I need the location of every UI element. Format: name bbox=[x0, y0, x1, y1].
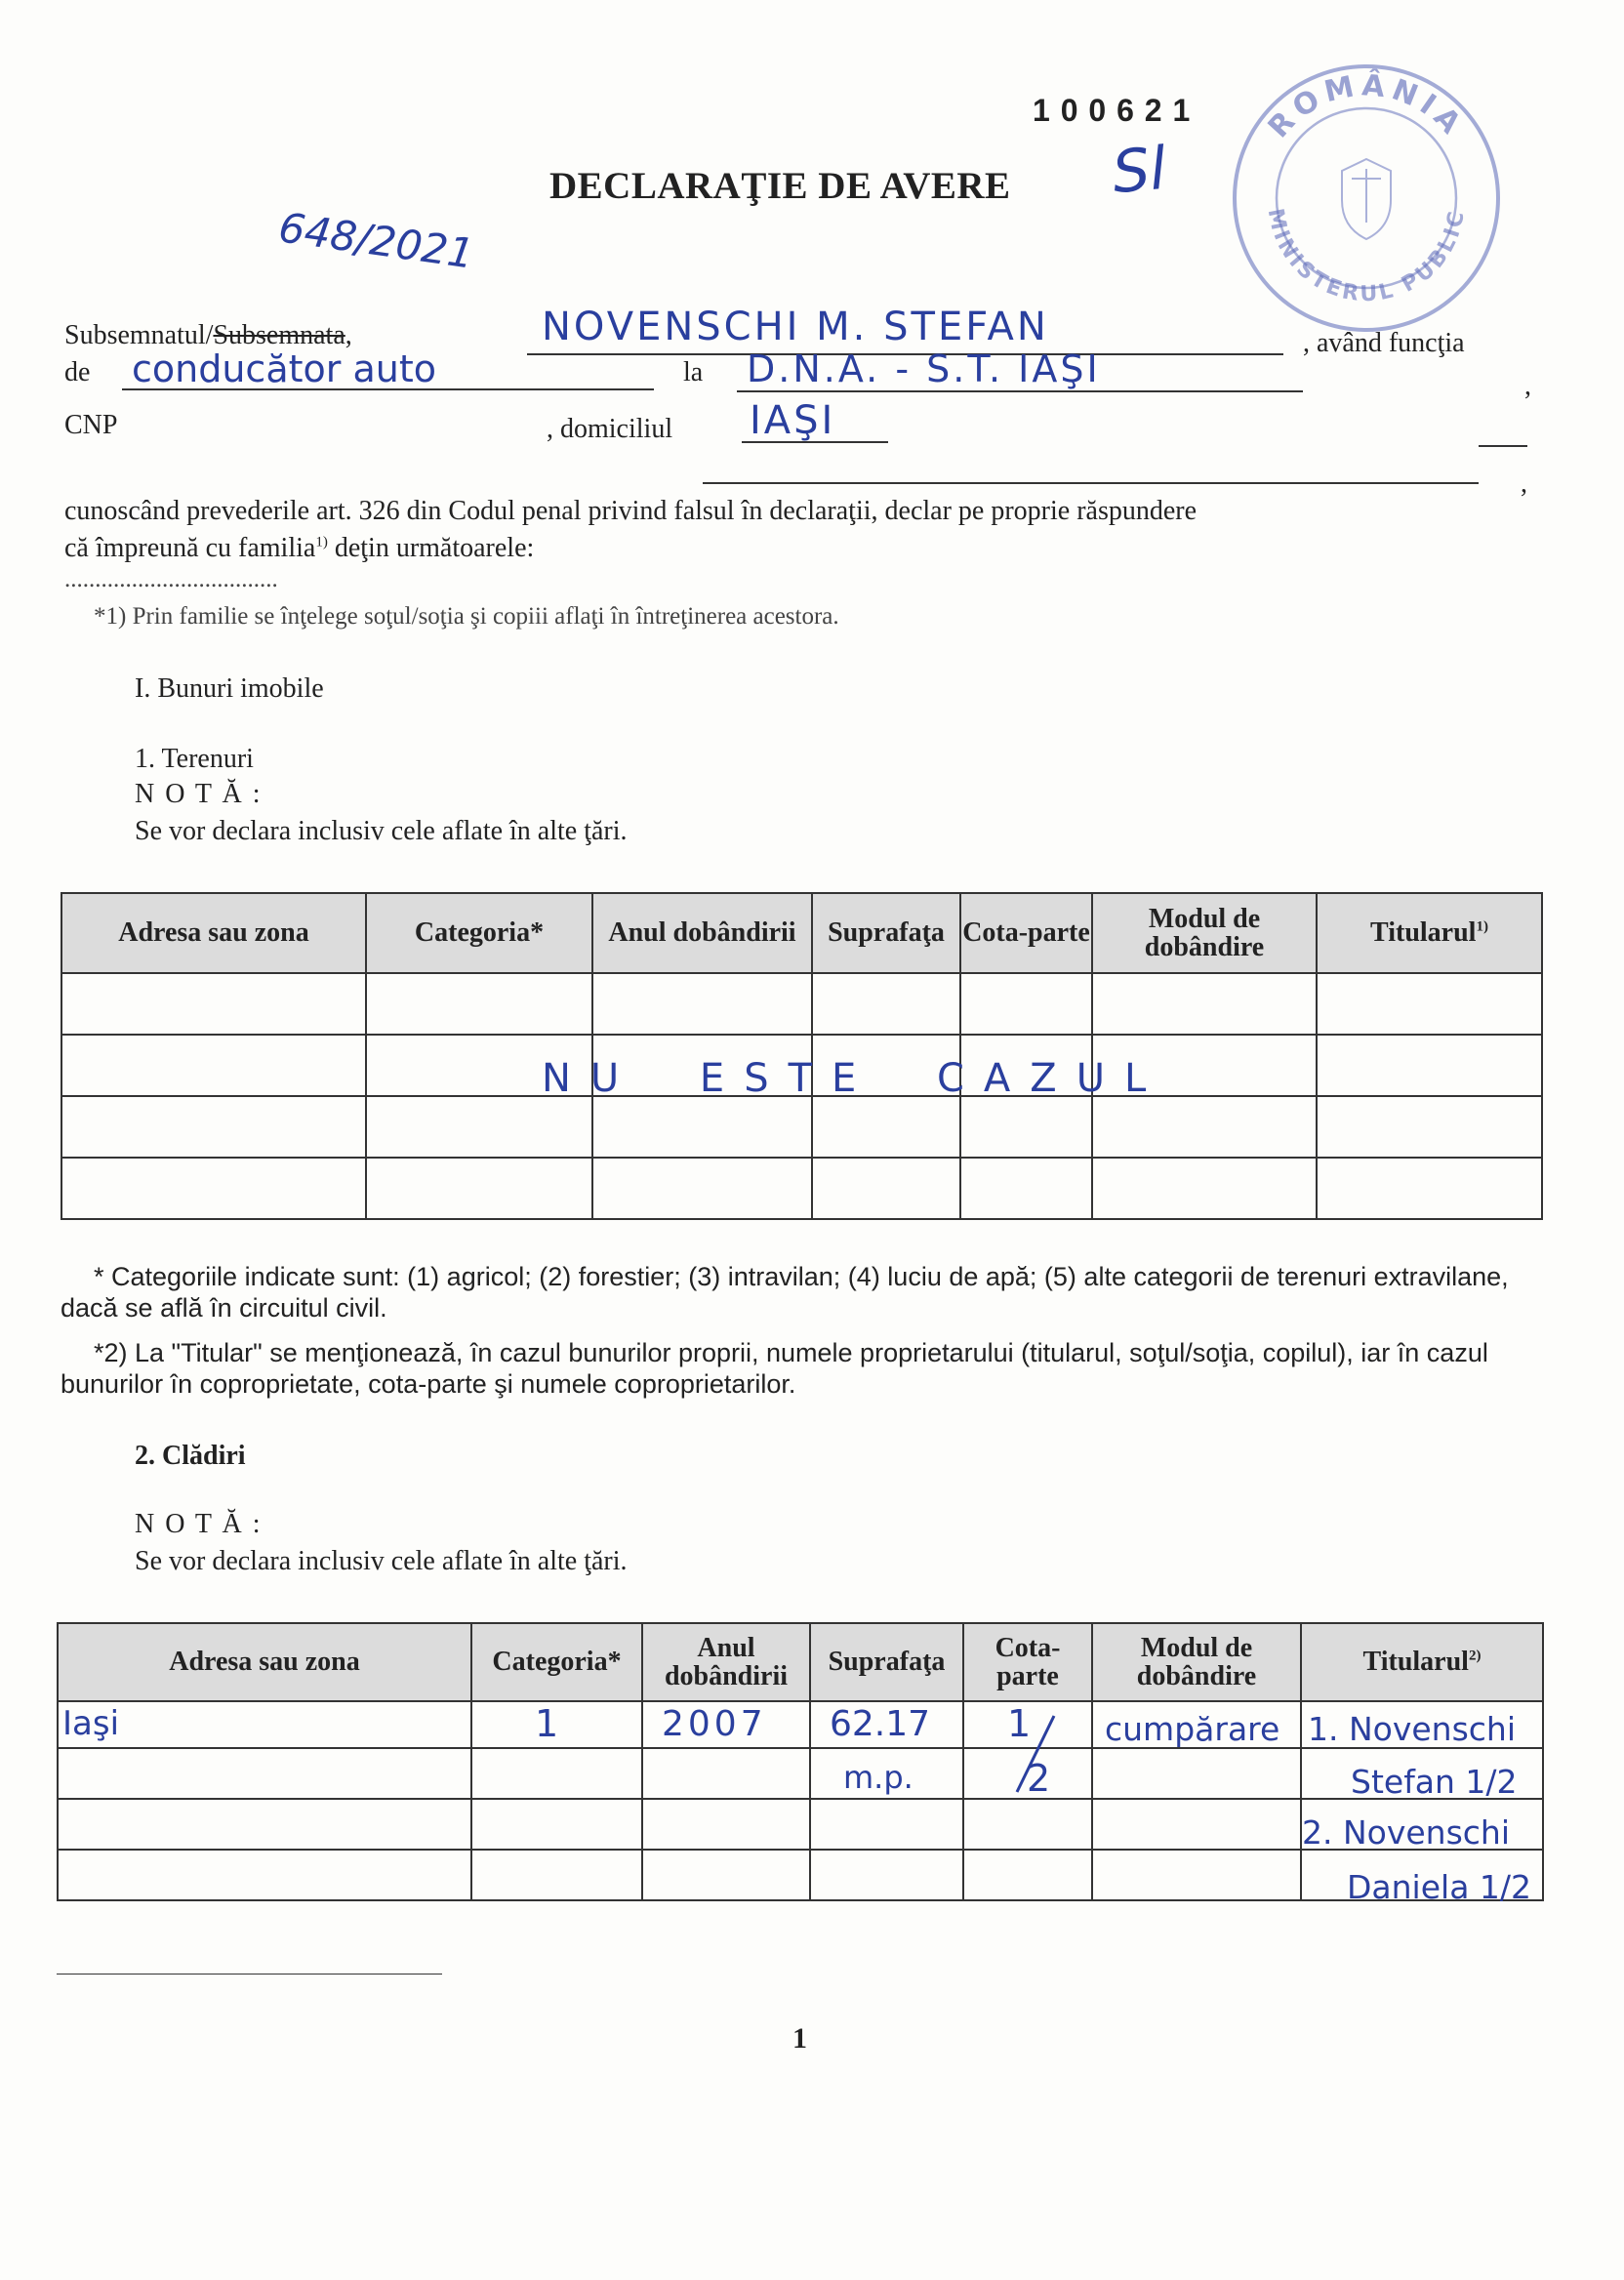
table-row bbox=[61, 1096, 1542, 1158]
intro-dots: ................................... bbox=[64, 566, 278, 592]
cell-cota-denominator: 2 bbox=[1027, 1757, 1051, 1800]
note-titular: *2) La "Titular" se menţionează, în cazul bunurilor proprii, numele proprietarului (titularul, soţul/soţia, copilul), iar în cazul bunurilor în coproprietate, cota-parte şi numele coproprietarilor. bbox=[61, 1338, 1488, 1400]
header-cota: Cota-parte bbox=[960, 893, 1092, 973]
label-avand-functia: , având funcţia bbox=[1303, 328, 1465, 358]
cell-titular-line-2: Stefan 1/2 bbox=[1351, 1763, 1518, 1801]
svg-text:ROMÂNIA bbox=[1262, 67, 1471, 144]
cell-suprafata-unit: m.p. bbox=[843, 1759, 914, 1796]
cell-adresa: Iaşi bbox=[62, 1704, 120, 1743]
section-heading-bunuri-imobile: I. Bunuri imobile bbox=[135, 673, 324, 704]
cell-titular-line-3: 2. Novenschi bbox=[1302, 1813, 1511, 1852]
page-number: 1 bbox=[792, 2022, 807, 2055]
label-domiciliul: , domiciliul bbox=[547, 414, 673, 444]
function-value: conducător auto bbox=[132, 347, 436, 390]
header-adresa: Adresa sau zona bbox=[61, 893, 366, 973]
subsection-heading-cladiri: 2. Clădiri bbox=[135, 1441, 246, 1471]
table-row bbox=[58, 1850, 1543, 1900]
label-subsemnatul: Subsemnatul/Subsemnata, bbox=[64, 320, 352, 350]
header-suprafata: Suprafaţa bbox=[810, 1623, 963, 1701]
header-cota: Cota-parte bbox=[963, 1623, 1092, 1701]
header-anul: Anul dobândirii bbox=[592, 893, 812, 973]
table-row bbox=[61, 1158, 1542, 1219]
header-titular: Titularul$^{1)}$ bbox=[1317, 893, 1542, 973]
registration-number: 1 0 0 6 2 1 bbox=[1033, 93, 1192, 128]
cell-cota-numerator: 1 bbox=[1007, 1702, 1032, 1745]
cell-modul: cumpărare bbox=[1105, 1710, 1280, 1748]
stamp-text-bottom: MINISTERUL PUBLIC bbox=[1262, 206, 1471, 307]
cell-titular-line-4: Daniela 1/2 bbox=[1347, 1868, 1532, 1906]
header-anul: Anul dobândirii bbox=[642, 1623, 810, 1701]
table-cladiri bbox=[57, 1622, 1544, 1901]
label-subsemnata-struck: Subsemnata bbox=[213, 320, 345, 350]
nota-label-1: N O T Ă : bbox=[135, 779, 263, 809]
header-suprafata: Suprafaţa bbox=[812, 893, 960, 973]
header-adresa: Adresa sau zona bbox=[58, 1623, 471, 1701]
footnote-1: *1) Prin familie se înţelege soţul/soţia şi copiii aflaţi în întreţinerea acestora. bbox=[94, 603, 839, 630]
handwritten-nu-este-cazul: NU ESTE CAZUL bbox=[542, 1056, 1166, 1101]
domicile-value: IAŞI bbox=[750, 398, 836, 443]
header-categoria: Categoria* bbox=[366, 893, 592, 973]
intro-line-1: cunoscând prevederile art. 326 din Codul penal privind falsul în declaraţii, declar pe proprie răspundere bbox=[64, 496, 1198, 526]
cell-anul: 2007 bbox=[662, 1704, 767, 1744]
header-modul: Modul de dobândire bbox=[1092, 893, 1317, 973]
header-modul: Modul de dobândire bbox=[1092, 1623, 1301, 1701]
stamp-text-top: ROMÂNIA bbox=[1261, 68, 1472, 145]
table-row bbox=[58, 1748, 1543, 1799]
separator-comma: , bbox=[1524, 371, 1531, 401]
nota-label-2: N O T Ă : bbox=[135, 1509, 263, 1539]
header-categoria: Categoria* bbox=[471, 1623, 642, 1701]
cell-suprafata: 62.17 bbox=[830, 1704, 931, 1744]
institution-value: D.N.A. - S.T. IAŞI bbox=[747, 347, 1101, 390]
label-la: la bbox=[683, 357, 704, 387]
footnote-separator bbox=[57, 1974, 442, 1975]
header-titular: Titularul$^{2)}$ bbox=[1301, 1623, 1543, 1701]
nota-text-1: Se vor declara inclusiv cele aflate în alte ţări. bbox=[135, 816, 628, 846]
document-title: DECLARAŢIE DE AVERE bbox=[549, 165, 1011, 207]
signature: Sl bbox=[1110, 134, 1169, 208]
note-categorii: * Categoriile indicate sunt: (1) agricol; (2) forestier; (3) intravilan; (4) luciu de apă; (5) alte categorii de terenuri extravilane, dacă se află în circuitul civil. bbox=[61, 1262, 1509, 1323]
nota-text-2: Se vor declara inclusiv cele aflate în alte ţări. bbox=[135, 1546, 628, 1576]
table-row bbox=[61, 973, 1542, 1035]
subsection-heading-terenuri: 1. Terenuri bbox=[135, 744, 254, 774]
handwritten-reference: 648/2021 bbox=[275, 203, 477, 278]
separator-comma-2: , bbox=[1521, 468, 1527, 499]
intro-line-2: că împreună cu familia$^{1)}$ deţin următoarele: bbox=[64, 533, 535, 563]
cell-categoria: 1 bbox=[535, 1702, 559, 1745]
name-value: NOVENSCHI M. STEFAN bbox=[542, 305, 1049, 349]
label-de: de bbox=[64, 357, 91, 387]
official-stamp-icon bbox=[1225, 57, 1508, 340]
label-cnp: CNP bbox=[64, 410, 118, 440]
cell-titular-line-1: 1. Novenschi bbox=[1308, 1710, 1517, 1748]
